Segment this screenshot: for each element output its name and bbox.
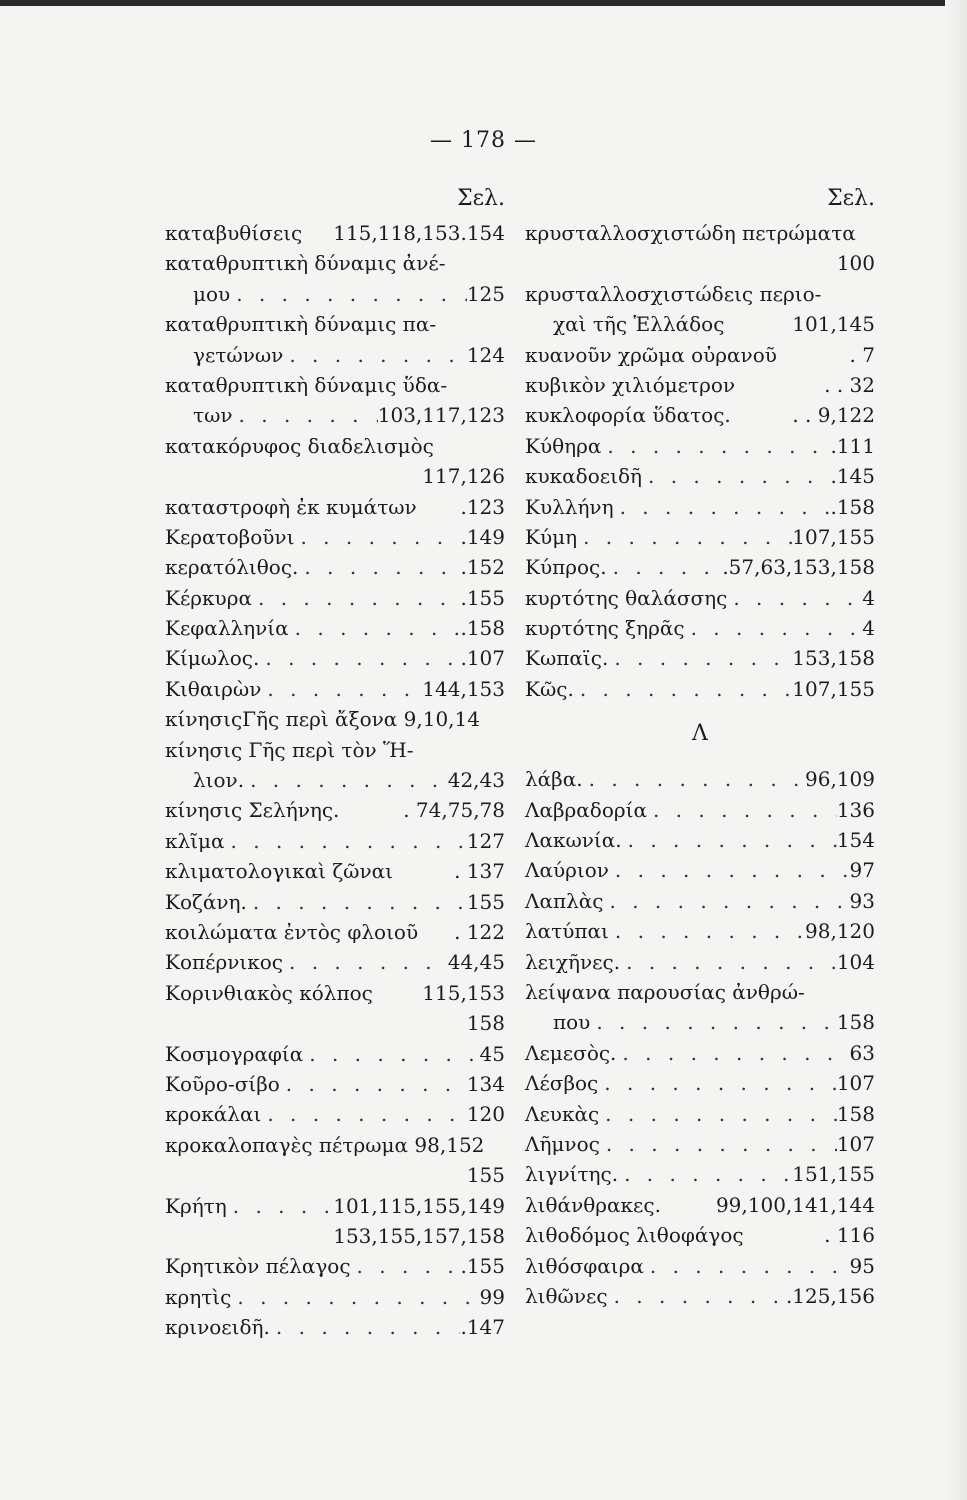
- index-page-numbers: 158: [836, 1010, 875, 1035]
- index-term: Κωπαϊς.: [525, 646, 609, 671]
- index-entry: [165, 248, 505, 278]
- index-term: κοιλώματα ἐντὸς φλοιοῦ: [165, 919, 419, 944]
- dot-leader: [618, 1159, 792, 1189]
- index-entry: [165, 887, 505, 917]
- index-page-numbers: 158: [466, 1011, 505, 1036]
- index-entry: [525, 1220, 875, 1250]
- dot-leader: [261, 674, 422, 704]
- index-page-numbers: .155: [460, 1254, 505, 1279]
- dot-leader: [259, 643, 460, 673]
- index-entry: [525, 309, 875, 339]
- index-entry: [525, 764, 875, 794]
- index-term: κρυσταλλοσχιστώδη πετρώματα: [525, 221, 856, 245]
- index-term: κλιματολογικαὶ ζῶναι: [165, 859, 393, 884]
- index-entry: [165, 340, 505, 370]
- dot-leader: [280, 1069, 467, 1099]
- index-page-numbers: 100: [836, 251, 875, 276]
- index-entry: [165, 431, 505, 461]
- dot-leader: [233, 400, 378, 430]
- index-page-numbers: 136: [836, 797, 875, 822]
- dot-leader: [614, 492, 831, 522]
- index-page-numbers: 4: [862, 585, 875, 610]
- index-page-numbers: 153,158: [792, 646, 875, 671]
- index-entries-left: [165, 218, 505, 1342]
- index-term: χαὶ τῆς Ἑλλάδος: [553, 312, 725, 337]
- index-term: Κύμη: [525, 524, 578, 549]
- index-entry: [165, 1312, 505, 1342]
- index-term: Κοῦρο-σίβο: [165, 1071, 280, 1096]
- index-term: λάβα.: [525, 767, 583, 792]
- index-page-numbers: .145: [830, 464, 875, 489]
- index-page-numbers: 93: [849, 888, 875, 913]
- index-entry: [165, 643, 505, 673]
- index-page-numbers: 107,155: [792, 524, 875, 549]
- index-term: Λαπλὰς: [525, 888, 604, 913]
- dot-leader: [609, 916, 805, 946]
- dot-leader: [603, 886, 849, 916]
- index-term: κυανοῦν χρῶμα οὐρανοῦ: [525, 342, 777, 367]
- index-entry: [165, 1039, 505, 1069]
- index-term: Κιθαιρὼν: [165, 676, 262, 701]
- dot-leader: [598, 1068, 837, 1098]
- index-entry: [165, 1251, 505, 1281]
- index-page-numbers: .158: [830, 494, 875, 519]
- dot-leader: [685, 613, 863, 643]
- index-term: Κύθηρα: [525, 433, 602, 458]
- index-page-numbers: 63: [849, 1040, 875, 1065]
- index-entry: [525, 1251, 875, 1281]
- index-entry: [525, 855, 875, 885]
- index-entry: [525, 1129, 875, 1159]
- index-entry: [525, 674, 875, 704]
- index-page-numbers: .125,156: [785, 1283, 875, 1308]
- index-page-numbers: 155: [466, 1163, 505, 1188]
- index-page-numbers: 98,120: [805, 919, 875, 944]
- dot-leader: [609, 855, 850, 885]
- index-page-numbers: 153,155,157,158: [333, 1223, 505, 1248]
- index-entry: [165, 613, 505, 643]
- dot-leader: [289, 613, 461, 643]
- index-entry: [525, 522, 875, 552]
- index-page-numbers: 101,145: [792, 312, 875, 337]
- index-term: των: [193, 403, 233, 428]
- index-page-numbers: 134: [466, 1071, 505, 1096]
- index-entry: [525, 279, 875, 309]
- dot-leader: [230, 279, 467, 309]
- page-number: — 178 —: [430, 128, 537, 153]
- index-term: λιθοδόμος λιθοφάγος: [525, 1223, 744, 1248]
- index-entry: [165, 826, 505, 856]
- index-page-numbers: . 116: [824, 1223, 875, 1248]
- index-page-numbers: 101,115,155,149: [333, 1193, 505, 1218]
- index-term: λιον.: [193, 768, 245, 793]
- dot-leader: [227, 1191, 333, 1221]
- index-entries-right: [525, 218, 875, 704]
- dot-leader: [590, 1007, 836, 1037]
- index-entry: [165, 370, 505, 400]
- index-page-numbers: 120: [466, 1102, 505, 1127]
- index-term: Κρητικὸν πέλαγος: [165, 1254, 351, 1279]
- index-entry: [165, 400, 505, 430]
- index-term: κυκαδοειδῆ: [525, 464, 642, 489]
- index-page-numbers: . . 32: [824, 372, 875, 397]
- dot-leader: [616, 1038, 849, 1068]
- dot-leader: [608, 643, 792, 673]
- index-entry: [165, 856, 505, 886]
- index-entry: [525, 1281, 875, 1311]
- index-entry: [165, 1221, 505, 1251]
- index-page-numbers: 99,100,141,144: [715, 1192, 875, 1217]
- index-page-numbers: . 122: [454, 919, 505, 944]
- dot-leader: [620, 947, 837, 977]
- index-entry: [165, 309, 505, 339]
- index-term: Λαβραδορία: [525, 797, 647, 822]
- index-page-numbers: 107,155: [792, 676, 875, 701]
- index-entry: [525, 552, 875, 582]
- index-page-numbers: .111: [830, 433, 875, 458]
- index-entry: [525, 1190, 875, 1220]
- index-term: κρυσταλλοσχιστώδεις περιο-: [525, 281, 822, 306]
- index-entry: [165, 795, 505, 825]
- index-term: λιγνίτης.: [525, 1162, 619, 1187]
- index-page-numbers: 115,118,153.154: [333, 221, 505, 245]
- index-term: λιθῶνες: [525, 1283, 608, 1308]
- index-term: κλῖμα: [165, 828, 225, 853]
- index-page-numbers: 42,43: [447, 768, 505, 793]
- index-entry: [165, 735, 505, 765]
- scan-right-edge: [945, 0, 967, 1500]
- index-page-numbers: .149: [460, 524, 505, 549]
- index-term: καταθρυπτικὴ δύναμις πα-: [165, 312, 437, 337]
- index-term: μου: [193, 281, 231, 306]
- index-entry: [525, 643, 875, 673]
- index-entry: [165, 765, 505, 795]
- index-entry: [525, 461, 875, 491]
- index-term: Κυλλήνη: [525, 494, 614, 519]
- index-entry: [165, 1069, 505, 1099]
- index-term: Κοσμογραφία: [165, 1041, 304, 1066]
- index-term: κυρτότης ξηρᾶς: [525, 616, 685, 641]
- index-term: κυρτότης θαλάσσης: [525, 585, 728, 610]
- index-term: κρητὶς: [165, 1284, 232, 1309]
- index-entry: [165, 492, 505, 522]
- index-page-numbers: 117,126: [422, 464, 505, 489]
- index-term: λείψανα παρουσίας ἀνθρώ-: [525, 979, 805, 1004]
- index-page-numbers: . . 9,122: [792, 403, 875, 428]
- index-term: Λεμεσὸς.: [525, 1040, 617, 1065]
- index-entry: [165, 461, 505, 491]
- index-term: Κῶς.: [525, 676, 574, 701]
- index-page-numbers: .107: [460, 646, 505, 671]
- index-term: Κερατοβοῦνι: [165, 524, 295, 549]
- index-entry: [525, 613, 875, 643]
- index-entry: [165, 218, 505, 248]
- index-term: καταβυθίσεις: [165, 221, 303, 245]
- index-entry: [165, 1099, 505, 1129]
- index-entry: [525, 947, 875, 977]
- index-term: κυβικὸν χιλιόμετρον: [525, 372, 736, 397]
- index-term: Λέσβος: [525, 1071, 599, 1096]
- index-entry: [525, 916, 875, 946]
- dot-leader: [298, 552, 460, 582]
- dot-leader: [601, 431, 830, 461]
- index-page-numbers: . 74,75,78: [403, 798, 505, 823]
- index-term: Λαύριον: [525, 858, 609, 883]
- index-term: λειχῆνες.: [525, 949, 621, 974]
- scan-top-edge: [0, 0, 967, 6]
- index-term: Κοζάνη.: [165, 889, 247, 914]
- dot-leader: [225, 826, 467, 856]
- index-term: Κεφαλληνία: [165, 616, 289, 641]
- index-term: κρινοειδῆ.: [165, 1315, 270, 1340]
- index-page-numbers: 107: [836, 1131, 875, 1156]
- index-page-numbers: .57,63,153,158: [722, 555, 875, 580]
- index-entry: [165, 1008, 505, 1038]
- dot-leader: [294, 522, 460, 552]
- index-entry: [165, 522, 505, 552]
- column-heading-left: Σελ.: [457, 186, 505, 211]
- index-term: κροκαλοπαγὲς πέτρωμα 98,152: [165, 1132, 485, 1157]
- index-entry: [165, 704, 505, 734]
- index-entry: [525, 400, 875, 430]
- index-entry: [525, 1159, 875, 1189]
- index-entry: [165, 978, 505, 1008]
- index-entry: [525, 492, 875, 522]
- index-term: Κύπρος.: [525, 555, 607, 580]
- index-term: που: [553, 1010, 591, 1035]
- index-entry: [165, 279, 505, 309]
- index-term: καταθρυπτικὴ δύναμις ὕδα-: [165, 372, 448, 397]
- index-term: Λακωνία.: [525, 828, 622, 853]
- index-page-numbers: 96,109: [805, 767, 875, 792]
- index-entry: [165, 1130, 505, 1160]
- index-page-numbers: 104: [836, 949, 875, 974]
- index-entry: [525, 218, 875, 248]
- index-page-numbers: 95: [849, 1253, 875, 1278]
- index-term: Κοπέρνικος: [165, 950, 283, 975]
- index-entry: [525, 1038, 875, 1068]
- dot-leader: [577, 522, 792, 552]
- dot-leader: [607, 552, 723, 582]
- dot-leader: [303, 1039, 479, 1069]
- index-entry: [525, 1007, 875, 1037]
- index-page-numbers: 125: [466, 281, 505, 306]
- index-page-numbers: 45: [479, 1041, 505, 1066]
- index-page-numbers: 154: [836, 828, 875, 853]
- dot-leader: [283, 340, 467, 370]
- index-term: κίνησις Γῆς περὶ τὸν Ἥ-: [165, 737, 414, 762]
- index-term: κίνησις Σελήνης.: [165, 798, 340, 823]
- dot-leader: [599, 1099, 837, 1129]
- index-term: καταστροφὴ ἐκ κυμάτων: [165, 494, 417, 519]
- index-page-numbers: 4: [862, 616, 875, 641]
- index-entry: [525, 825, 875, 855]
- index-page-numbers: .152: [460, 555, 505, 580]
- index-column-right: [525, 180, 875, 1311]
- index-entry: [165, 1282, 505, 1312]
- index-page-numbers: .155: [460, 585, 505, 610]
- dot-leader: [608, 1281, 786, 1311]
- index-entry: [165, 674, 505, 704]
- index-page-numbers: 107: [836, 1071, 875, 1096]
- index-entry: [525, 1099, 875, 1129]
- index-entry: [525, 248, 875, 278]
- dot-leader: [283, 947, 448, 977]
- dot-leader: [351, 1251, 461, 1281]
- section-letter: Λ: [692, 721, 708, 747]
- index-entry: [525, 795, 875, 825]
- index-page-numbers: 158: [836, 1101, 875, 1126]
- index-column-left: [165, 180, 505, 1342]
- index-term: Κέρκυρα: [165, 585, 252, 610]
- index-term: Κρήτη: [165, 1193, 227, 1218]
- dot-leader: [583, 764, 805, 794]
- index-page-numbers: . 137: [454, 859, 505, 884]
- index-term: λατύπαι: [525, 919, 609, 944]
- dot-leader: [644, 1251, 850, 1281]
- index-term: λιθόσφαιρα: [525, 1253, 644, 1278]
- dot-leader: [261, 1099, 466, 1129]
- index-page-numbers: 99: [479, 1284, 505, 1309]
- index-page-numbers: 144,153: [422, 676, 505, 701]
- dot-leader: [244, 765, 448, 795]
- index-term: Λῆμνος: [525, 1131, 600, 1156]
- dot-leader: [647, 795, 837, 825]
- column-heading-right: Σελ.: [827, 186, 875, 211]
- index-entry: [525, 886, 875, 916]
- index-term: Κορινθιακὸς κόλπος: [165, 980, 373, 1005]
- index-term: κατακόρυφος διαδελισμὸς: [165, 433, 434, 458]
- index-term: κυκλοφορία ὕδατος.: [525, 403, 731, 428]
- index-term: κίνησιςΓῆς περὶ ἄξονα 9,10,14: [165, 707, 480, 732]
- index-term: Κίμωλος.: [165, 646, 260, 671]
- index-page-numbers: . 7: [849, 342, 875, 367]
- index-page-numbers: 151,155: [792, 1162, 875, 1187]
- dot-leader: [247, 887, 467, 917]
- index-page-numbers: 155: [466, 889, 505, 914]
- index-page-numbers: 44,45: [447, 950, 505, 975]
- index-page-numbers: .158: [460, 616, 505, 641]
- index-page-numbers: 103,117,123: [377, 403, 505, 428]
- index-entry: [165, 583, 505, 613]
- index-entry: [525, 583, 875, 613]
- dot-leader: [727, 583, 862, 613]
- index-entry: [165, 1160, 505, 1190]
- index-term: κερατόλιθος.: [165, 555, 299, 580]
- index-page-numbers: 115,153: [422, 980, 505, 1005]
- dot-leader: [574, 674, 792, 704]
- index-page-numbers: .123: [460, 494, 505, 519]
- dot-leader: [252, 583, 460, 613]
- index-entry: [525, 977, 875, 1007]
- index-entry: [165, 947, 505, 977]
- dot-leader: [600, 1129, 837, 1159]
- index-entry: [165, 917, 505, 947]
- dot-leader: [270, 1312, 461, 1342]
- index-term: λιθάνθρακες.: [525, 1192, 661, 1217]
- index-entry: [165, 552, 505, 582]
- index-entry: [525, 1068, 875, 1098]
- index-entry: [165, 1191, 505, 1221]
- dot-leader: [622, 825, 837, 855]
- index-entries-right-lambda: [525, 764, 875, 1311]
- index-entry: [525, 431, 875, 461]
- index-page-numbers: 97: [849, 858, 875, 883]
- dot-leader: [231, 1282, 479, 1312]
- index-page-numbers: 124: [466, 342, 505, 367]
- index-page-numbers: .147: [460, 1315, 505, 1340]
- index-term: Λευκὰς: [525, 1101, 600, 1126]
- dot-leader: [642, 461, 830, 491]
- index-term: κροκάλαι: [165, 1102, 262, 1127]
- index-page-numbers: 127: [466, 828, 505, 853]
- index-entry: [525, 370, 875, 400]
- index-term: γετώνων: [193, 342, 284, 367]
- index-entry: [525, 340, 875, 370]
- index-term: καταθρυπτικὴ δύναμις ἀνέ-: [165, 251, 446, 276]
